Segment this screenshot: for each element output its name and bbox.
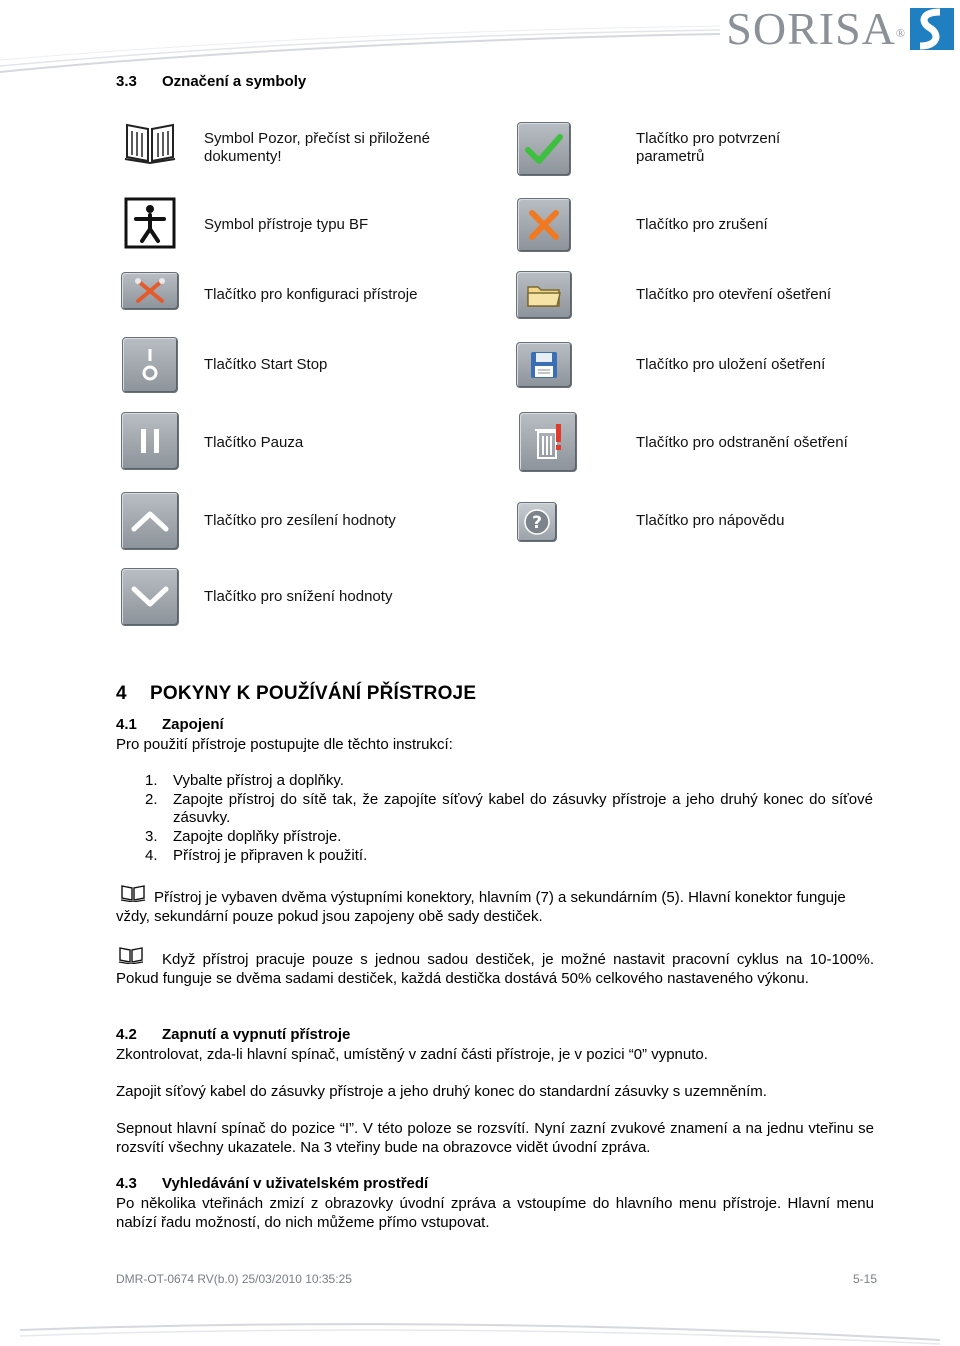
chapter-4-heading: 4 POKYNY K POUŽÍVÁNÍ PŘÍSTROJE — [116, 683, 477, 704]
start-stop-button-icon — [121, 336, 179, 394]
section-4-3-heading: 4.3 Vyhledávání v uživatelském prostředí — [116, 1175, 429, 1192]
symbol-label: Tlačítko pro odstranění ošetření — [636, 434, 848, 451]
section-3-3-heading: 3.3 Označení a symboly — [116, 73, 307, 90]
pause-button-icon — [121, 412, 179, 470]
note-connectors: Přístroj je vybaven dvěma výstupními konektory, hlavním (7) a sekundárním (5). Hlavní konektor funguje vždy, sekundární pouze pokud jsou zapojeny obě sady destiček. — [116, 889, 846, 925]
up-button-icon — [121, 492, 179, 550]
paragraph: Zapojit síťový kabel do zásuvky přístroje a jeho druhý konec do standardní zásuvky s uzemněním. — [116, 1083, 767, 1100]
paragraph: Sepnout hlavní spínač do pozice “I”. V této poloze se rozsvítí. Nyní zazní zvukové znamení a na jednu vteřinu se rozsvítí všechny ukazatele. Na 3 vteřiny bude na obrazovce vidět úvodní zpráva. — [116, 1120, 874, 1156]
list-item: 4.Přístroj je připraven k použití. — [145, 847, 368, 864]
list-item: 3. Zapojte doplňky přístroje. — [145, 828, 342, 845]
symbol-label: Tlačítko pro potvrzení parametrů — [636, 130, 781, 165]
symbol-label: Symbol přístroje typu BF — [204, 216, 369, 233]
section-4-2-heading: 4.2 Zapnutí a vypnutí přístroje — [116, 1026, 351, 1043]
footer-doc-id: DMR-OT-0674 RV(b.0) 25/03/2010 10:35:25 — [116, 1272, 352, 1286]
cancel-button-icon — [515, 196, 573, 254]
save-button-icon — [515, 336, 573, 394]
symbol-label: Tlačítko pro snížení hodnoty — [204, 588, 393, 605]
symbol-label: Tlačítko pro zesílení hodnoty — [204, 512, 396, 529]
symbol-label: Tlačítko pro konfiguraci přístroje — [204, 286, 418, 303]
check-button-icon — [515, 120, 573, 178]
symbol-label: Tlačítko pro nápovědu — [636, 512, 785, 529]
list-item: 1. Vybalte přístroj a doplňky. — [145, 772, 344, 789]
help-button-icon — [508, 493, 566, 551]
svg-text:?: ? — [532, 513, 542, 533]
section-4-1-intro: Pro použití přístroje postupujte dle těchto instrukcí: — [116, 736, 453, 753]
logo-mark-icon — [910, 8, 954, 50]
paragraph: Zkontrolovat, zda-li hlavní spínač, umístěný v zadní části přístroje, je v pozici “0” vypnuto. — [116, 1046, 708, 1063]
logo-text: SORISA® — [726, 3, 906, 54]
footer-swoosh — [0, 1316, 960, 1346]
paragraph: Po několika vteřinách zmizí z obrazovky úvodní zpráva a vstoupíme do hlavního menu přístroje. Hlavní menu nabízí řadu možností, do nich můžeme přímo vstupovat. — [116, 1195, 874, 1231]
symbol-label: Tlačítko Pauza — [204, 434, 304, 451]
symbol-label: Tlačítko Start Stop — [204, 356, 328, 373]
book-icon — [121, 114, 179, 172]
bf-person-icon — [121, 194, 179, 252]
folder-button-icon — [515, 266, 573, 324]
symbol-label: Tlačítko pro zrušení — [636, 216, 768, 233]
note-duty-cycle: Když přístroj pracuje pouze s jednou sadou destiček, je možné nastavit pracovní cyklus na 10-100%. Pokud funguje se dvěma sadami destiček, každá destička dostává 50% celkového nastaveného výkonu. — [116, 951, 874, 987]
section-4-1-heading: 4.1 Zapojení — [116, 716, 224, 733]
sorisa-logo — [726, 3, 954, 54]
delete-button-icon — [519, 413, 577, 471]
footer-page-number: 5-15 — [852, 1272, 877, 1286]
symbol-label: Tlačítko pro uložení ošetření — [636, 356, 826, 373]
tools-button-icon — [121, 262, 179, 320]
symbol-label: Tlačítko pro otevření ošetření — [636, 286, 832, 303]
list-item: 2. Zapojte přístroj do sítě tak, že zapojíte síťový kabel do zásuvky přístroje a jeho druhý konec do síťové zásuvky. — [145, 791, 873, 826]
symbol-label: Symbol Pozor, přečíst si přiložené dokumenty! — [204, 130, 430, 165]
down-button-icon — [121, 568, 179, 626]
